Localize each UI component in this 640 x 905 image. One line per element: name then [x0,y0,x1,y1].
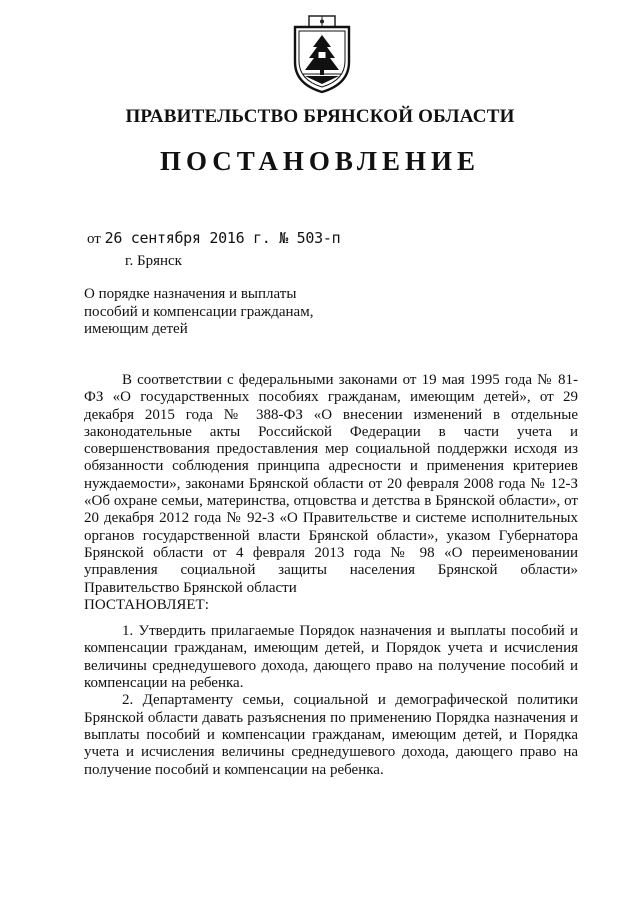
clause-2: 2. Департаменту семьи, социальной и демографической политики Брянской области давать разъяснения по применению Порядка назначения и выплаты пособий и компенсации гражданам, имеющим детей, и Порядка учета и исчисления величины среднедушевого дохода, дающего право на получение пособий и компенсации на ребенка. [84,692,578,778]
document-subject: О порядке назначения и выплаты пособий и компенсации гражданам, имеющим детей [84,286,314,337]
city: г. Брянск [125,253,182,269]
bryansk-coat-of-arms-icon [291,14,353,94]
preamble-paragraph: В соответствии с федеральными законами от 19 мая 1995 года № 81-ФЗ «О государственных пособиях гражданам, имеющим детей», от 29 декабря 2015 года № 388-ФЗ «О внесении изменений в отдельные законодательные акты Российской Федерации в части учета и совершенствования предоставления мер социальной поддержки исходя из обязанности соблюдения принципа адресности и применения критериев нуждаемости», законами Брянской области от 20 февраля 2008 года № 12-З «Об охране семьи, материнства, отцовства и детства в Брянской области», от 20 декабря 2012 года № 92-З «О Правительстве и системе исполнительных органов государственной власти Брянской области», указом Губернатора Брянской области от 4 февраля 2013 года № 98 «О переименовании управления социальной защиты населения Брянской области» Правительство Брянской области [84,372,578,596]
date-prefix: от [87,231,101,247]
document-date-line [87,229,340,248]
date-and-number: 26 сентября 2016 г. № 503-п [104,229,341,247]
organization-title: ПРАВИТЕЛЬСТВО БРЯНСКОЙ ОБЛАСТИ [125,106,515,127]
clause-1: 1. Утвердить прилагаемые Порядок назначения и выплаты пособий и компенсации гражданам, имеющим детей, и Порядок учета и исчисления величины среднедушевого дохода, дающего право на получение пособий и компенсации на ребенка. [84,623,578,692]
document-body [84,372,578,779]
resolves-line: ПОСТАНОВЛЯЕТ: [84,596,209,613]
document-type-heading: ПОСТАНОВЛЕНИЕ [159,146,481,176]
